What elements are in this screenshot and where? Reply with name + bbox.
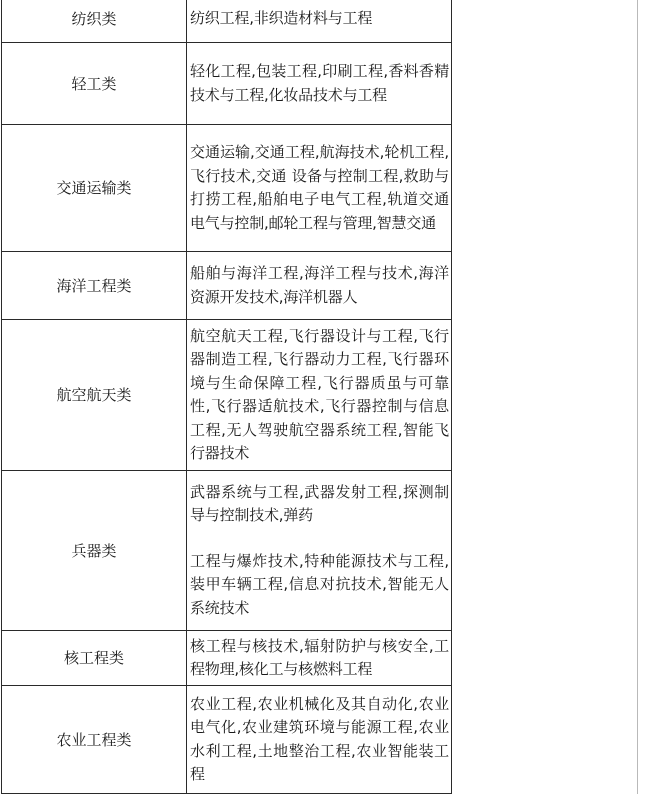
table-row (2, 125, 452, 252)
category-cell (2, 631, 187, 686)
category-cell (2, 43, 187, 125)
table-row (2, 43, 452, 125)
majors-cell (187, 0, 452, 43)
category-name: 兵器类 (71, 541, 117, 560)
majors-cell (187, 686, 452, 794)
table-row (2, 0, 452, 43)
category-name: 交通运输类 (56, 179, 132, 197)
majors-text: 航空航天工程,飞行器设计与工程,飞行器制造工程,飞行器动力工程,飞行器环境与生命保障工程,飞行器质虽与可靠性,飞行器适航技术,飞行器控制与信息工程,无人驾驶航空器系统工程,智能飞行器技术 (190, 326, 449, 462)
table-row (2, 252, 452, 320)
majors-text: 交通运输,交通工程,航海技术,轮机工程,飞行技术,交通 设备与控制工程,救助与打捞工程,船舶电子电气工程,轨道交通电气与控制,邮轮工程与管理,智慧交通 (190, 143, 449, 232)
majors-cell (187, 471, 452, 631)
category-cell (2, 686, 187, 794)
category-cell (2, 320, 187, 471)
majors-cell (187, 631, 452, 686)
majors-text: 轻化工程,包装工程,印刷工程,香料香精技术与工程,化妆品技术与工程 (190, 62, 449, 104)
majors-cell (187, 125, 452, 252)
majors-cell (187, 252, 452, 320)
category-name: 农业工程类 (56, 730, 132, 749)
majors-cell (187, 43, 452, 125)
category-cell (2, 0, 187, 43)
majors-text: 工程与爆炸技术,特种能源技术与工程,装甲车辆工程,信息对抗技术,智能无人系统技术 (190, 551, 449, 617)
majors-text: 农业工程,农业机械化及其自动化,农业电气化,农业建筑环境与能源工程,农业水利工程,土地整治工程,农业智能装工程 (190, 694, 449, 783)
category-name: 海洋工程类 (56, 276, 132, 295)
category-name: 核工程类 (63, 649, 124, 667)
majors-text: 纺织工程,非织造材料与工程 (190, 8, 373, 27)
table-row (2, 631, 452, 686)
category-name: 轻工类 (71, 74, 117, 93)
category-cell (2, 125, 187, 252)
table-row (2, 686, 452, 794)
majors-text: 船舶与海洋工程,海洋工程与技术,海洋资源开发技术,海洋机器人 (190, 264, 449, 306)
category-cell (2, 471, 187, 631)
category-cell (2, 252, 187, 320)
page-edge-rule (637, 0, 638, 794)
table-row (2, 471, 452, 631)
category-name: 航空航天类 (56, 386, 132, 404)
majors-text: 武器系统与工程,武器发射工程,探测制导与控制技术,弹药 (190, 482, 449, 525)
table-row (2, 320, 452, 471)
major-category-table (1, 0, 452, 794)
majors-text: 核工程与核技术,辐射防护与核安全,工程物理,核化工与核燃料工程 (190, 636, 449, 678)
category-name: 纺织类 (71, 9, 117, 28)
majors-cell (187, 320, 452, 471)
